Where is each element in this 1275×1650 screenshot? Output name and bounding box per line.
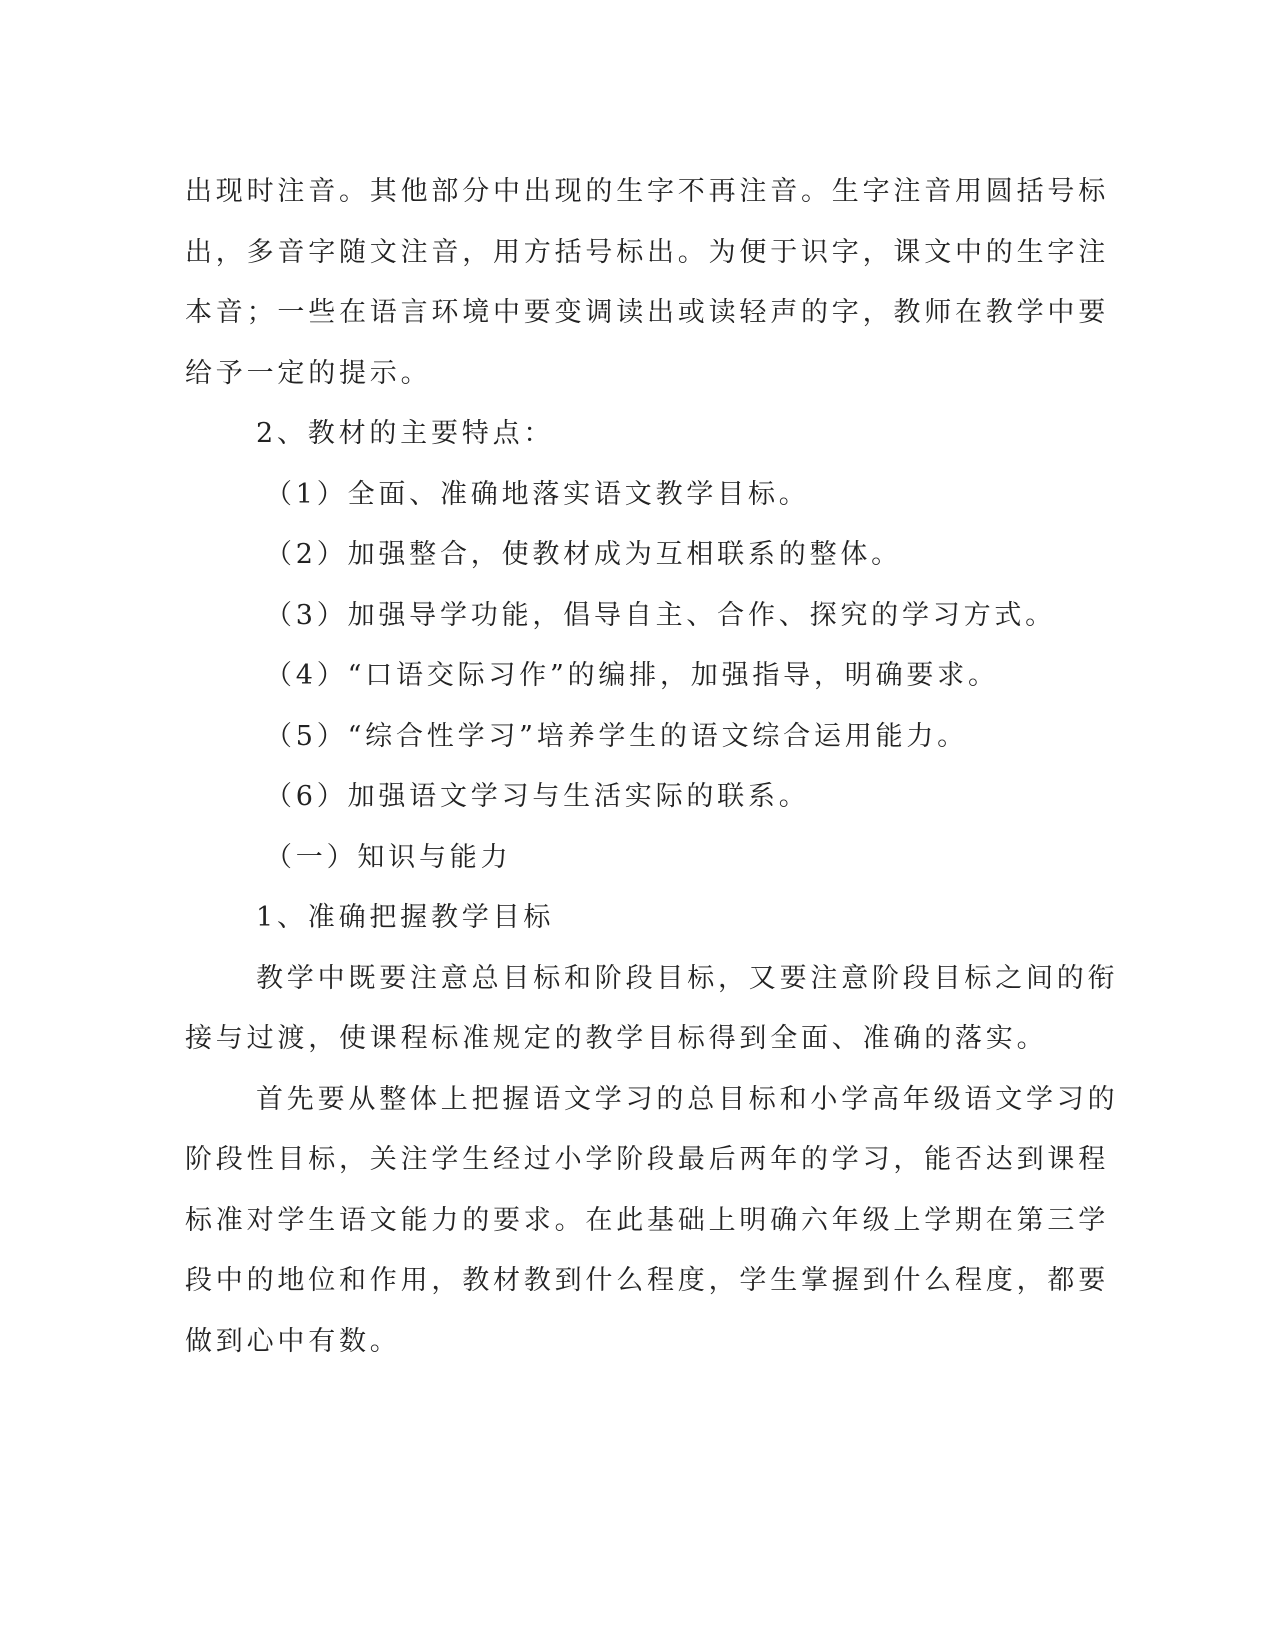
paragraph-line: 标准对学生语文能力的要求。在此基础上明确六年级上学期在第三学 bbox=[185, 1204, 1109, 1236]
document-body bbox=[185, 162, 1119, 1372]
paragraph-line: 给予一定的提示。 bbox=[185, 357, 432, 389]
list-item: （4）“口语交际习作”的编排，加强指导，明确要求。 bbox=[265, 660, 999, 691]
paragraph-line: 出，多音字随文注音，用方括号标出。为便于识字，课文中的生字注 bbox=[185, 236, 1109, 268]
list-item: （6）加强语文学习与生活实际的联系。 bbox=[265, 781, 810, 812]
paragraph-line: 段中的地位和作用，教材教到什么程度，学生掌握到什么程度，都要 bbox=[185, 1265, 1109, 1296]
paragraph-line: 阶段性目标，关注学生经过小学阶段最后两年的学习，能否达到课程 bbox=[185, 1144, 1109, 1175]
paragraph-line: 做到心中有数。 bbox=[185, 1325, 401, 1357]
list-item: （3）加强导学功能，倡导自主、合作、探究的学习方式。 bbox=[265, 599, 1056, 631]
subsection-heading: 1、准确把握教学目标 bbox=[256, 902, 555, 933]
section-heading: （一）知识与能力 bbox=[265, 841, 512, 873]
paragraph-line: 接与过渡，使课程标准规定的教学目标得到全面、准确的落实。 bbox=[185, 1023, 1048, 1054]
paragraph-line: 首先要从整体上把握语文学习的总目标和小学高年级语文学习的 bbox=[256, 1083, 1119, 1115]
paragraph-line: 出现时注音。其他部分中出现的生字不再注音。生字注音用圆括号标 bbox=[185, 176, 1109, 207]
section-heading: 2、教材的主要特点： bbox=[256, 418, 555, 449]
paragraph-line: 本音；一些在语言环境中要变调读出或读轻声的字，教师在教学中要 bbox=[185, 297, 1109, 328]
list-item: （5）“综合性学习”培养学生的语文综合运用能力。 bbox=[265, 720, 968, 752]
list-item: （1）全面、准确地落实语文教学目标。 bbox=[265, 478, 810, 510]
paragraph-line: 教学中既要注意总目标和阶段目标，又要注意阶段目标之间的衔 bbox=[256, 962, 1119, 994]
list-item: （2）加强整合，使教材成为互相联系的整体。 bbox=[265, 539, 902, 570]
